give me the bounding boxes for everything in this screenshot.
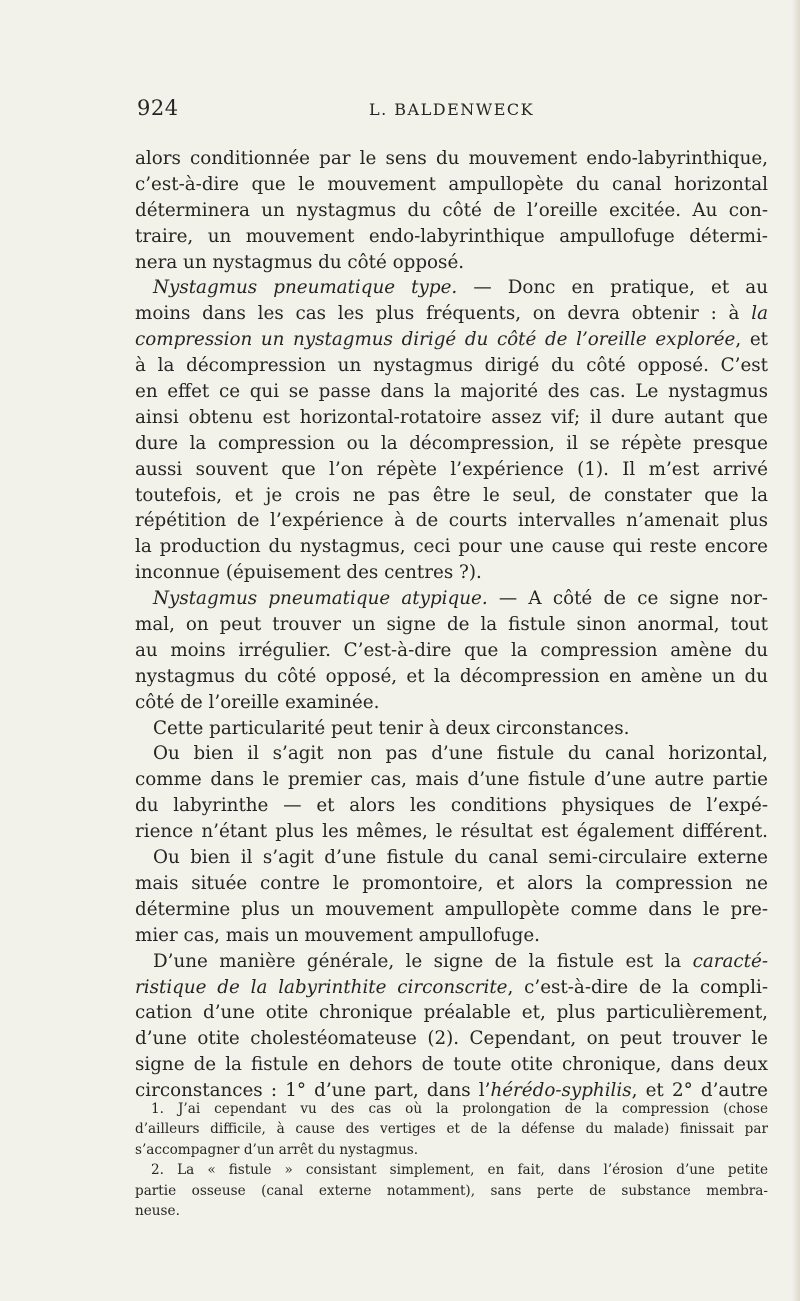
text-line bbox=[135, 224, 768, 250]
text-line bbox=[135, 1000, 768, 1026]
text-line bbox=[135, 457, 768, 483]
text-run: traire, un mouvement endo-labyrinthique ampullofuge détermi- bbox=[135, 225, 768, 247]
text-run: mal, on peut trouver un signe de la fistule sinon anormal, tout bbox=[135, 614, 768, 636]
text-line bbox=[135, 897, 768, 923]
footnote-line bbox=[135, 1201, 768, 1221]
text-run: aussi souvent que l’on répète l’expérience (1). Il m’est arrivé bbox=[135, 458, 768, 480]
text-line bbox=[135, 819, 768, 845]
text-line bbox=[135, 1052, 768, 1078]
text-run: d’ailleurs difficile, à cause des vertiges et de la défense du malade) finissait par bbox=[135, 1121, 768, 1138]
text-line bbox=[135, 664, 768, 690]
text-line bbox=[135, 431, 768, 457]
text-line bbox=[135, 146, 768, 172]
text-line bbox=[135, 949, 768, 975]
text-line bbox=[135, 172, 768, 198]
text-line bbox=[135, 405, 768, 431]
footnotes bbox=[135, 1099, 768, 1221]
italic-text: Nystagmus pneumatique atypique. bbox=[153, 588, 488, 610]
page-header bbox=[137, 96, 768, 126]
text-run: côté de l’oreille examinée. bbox=[135, 691, 380, 713]
footnote-line bbox=[135, 1181, 768, 1201]
italic-text: Nystagmus pneumatique type. bbox=[153, 277, 458, 299]
text-line bbox=[135, 793, 768, 819]
text-run: à la décompression un nystagmus dirigé du côté opposé. C’est bbox=[135, 355, 768, 377]
text-line bbox=[135, 741, 768, 767]
text-run: répétition de l’expérience à de courts intervalles n’amenait plus bbox=[135, 510, 768, 532]
text-run: détermine plus un mouvement ampullopète comme dans le pre- bbox=[135, 898, 768, 920]
text-line bbox=[135, 975, 768, 1001]
text-line bbox=[135, 845, 768, 871]
text-run: comme dans le premier cas, mais d’une fistule d’une autre partie bbox=[135, 769, 768, 791]
text-run: , et bbox=[735, 329, 768, 351]
text-run: ainsi obtenu est horizontal-rotatoire assez vif; il dure autant que bbox=[135, 406, 768, 428]
text-run: d’une otite cholestéomateuse (2). Cependant, on peut trouver le bbox=[135, 1028, 768, 1050]
text-line bbox=[135, 690, 768, 716]
text-run: Ou bien il s’agit d’une fistule du canal semi-circulaire externe bbox=[153, 847, 768, 869]
text-line bbox=[135, 586, 768, 612]
text-line bbox=[135, 923, 768, 949]
text-run: signe de la fistule en dehors de toute otite chronique, dans deux bbox=[135, 1054, 768, 1076]
italic-text: la bbox=[751, 303, 768, 325]
text-line bbox=[135, 198, 768, 224]
footnote-line bbox=[135, 1119, 768, 1139]
text-run: dure la compression ou la décompression, il se répète presque bbox=[135, 432, 768, 454]
footnote-line bbox=[135, 1140, 768, 1160]
text-run: alors conditionnée par le sens du mouvement endo-labyrinthique, bbox=[135, 148, 768, 169]
text-run: circonstances : 1° d’une part, dans l’ bbox=[135, 1080, 491, 1102]
text-line bbox=[135, 379, 768, 405]
text-run: — Donc en pratique, et au bbox=[457, 277, 768, 299]
text-line bbox=[135, 275, 768, 301]
footnote-line bbox=[135, 1160, 768, 1180]
text-line bbox=[135, 1026, 768, 1052]
text-run: Cette particularité peut tenir à deux circonstances. bbox=[153, 717, 630, 739]
text-run: — A côté de ce signe nor- bbox=[487, 588, 768, 610]
text-run: moins dans les cas les plus fréquents, on devra obtenir : à bbox=[135, 303, 752, 325]
text-line bbox=[135, 483, 768, 509]
text-run: nystagmus du côté opposé, et la décompression en amène un du bbox=[135, 665, 768, 687]
page-edge-shadow bbox=[792, 0, 800, 1301]
text-line bbox=[135, 534, 768, 560]
text-run: neuse. bbox=[135, 1202, 180, 1219]
text-run: rience n’étant plus les mêmes, le résultat est également différent. bbox=[135, 821, 768, 843]
text-run: 2. La « fistule » consistant simplement, en fait, dans l’érosion d’une petite bbox=[151, 1162, 768, 1179]
text-run: , et 2° d’autre bbox=[631, 1080, 768, 1102]
text-run: la production du nystagmus, ceci pour une cause qui reste encore bbox=[135, 536, 768, 558]
italic-text: ristique de la labyrinthite circonscrite bbox=[135, 976, 508, 998]
text-line bbox=[135, 638, 768, 664]
text-run: cation d’une otite chronique préalable et, plus particulièrement, bbox=[135, 1002, 768, 1024]
text-run: D’une manière générale, le signe de la fistule est la bbox=[153, 950, 693, 972]
text-run: toutefois, et je crois ne pas être le seul, de constater que la bbox=[135, 484, 768, 506]
text-run: mier cas, mais un mouvement ampullofuge. bbox=[135, 924, 540, 946]
footnote-line bbox=[135, 1099, 768, 1119]
text-line bbox=[135, 327, 768, 353]
text-line bbox=[135, 767, 768, 793]
text-line bbox=[135, 353, 768, 379]
text-line bbox=[135, 612, 768, 638]
text-run: c’est-à-dire que le mouvement ampullopète du canal horizontal bbox=[135, 173, 768, 195]
text-run: en effet ce qui se passe dans la majorité des cas. Le nystagmus bbox=[135, 381, 768, 403]
text-run: partie osseuse (canal externe notamment), sans perte de substance membra- bbox=[135, 1182, 768, 1199]
text-run: 1. J’ai cependant vu des cas où la prolongation de la compression (chose bbox=[151, 1101, 768, 1117]
italic-text: caracté- bbox=[692, 950, 768, 972]
text-line bbox=[135, 871, 768, 897]
text-run: inconnue (épuisement des centres ?). bbox=[135, 562, 482, 584]
text-line bbox=[135, 560, 768, 586]
italic-text: compression un nystagmus dirigé du côté de l’oreille explorée bbox=[135, 329, 736, 351]
text-run: du labyrinthe — et alors les conditions physiques de l’expé- bbox=[135, 795, 768, 817]
text-run: , c’est-à-dire de la compli- bbox=[507, 976, 769, 998]
text-line bbox=[135, 508, 768, 534]
text-run: Ou bien il s’agit non pas d’une fistule du canal horizontal, bbox=[153, 743, 768, 765]
text-line bbox=[135, 301, 768, 327]
text-line bbox=[135, 250, 768, 276]
text-line bbox=[135, 716, 768, 742]
text-run: au moins irrégulier. C’est-à-dire que la compression amène du bbox=[135, 639, 768, 661]
text-run: s’accompagner d’un arrêt du nystagmus. bbox=[135, 1141, 419, 1158]
body-text bbox=[135, 146, 768, 1104]
italic-text: hérédo-syphilis bbox=[490, 1080, 632, 1102]
text-run: déterminera un nystagmus du côté de l’oreille excitée. Au con- bbox=[135, 199, 768, 221]
text-run: nera un nystagmus du côté opposé. bbox=[135, 251, 465, 273]
running-head: L. BALDENWECK bbox=[369, 100, 535, 119]
page-number: 924 bbox=[137, 96, 179, 120]
text-run: mais située contre le promontoire, et alors la compression ne bbox=[135, 872, 768, 894]
